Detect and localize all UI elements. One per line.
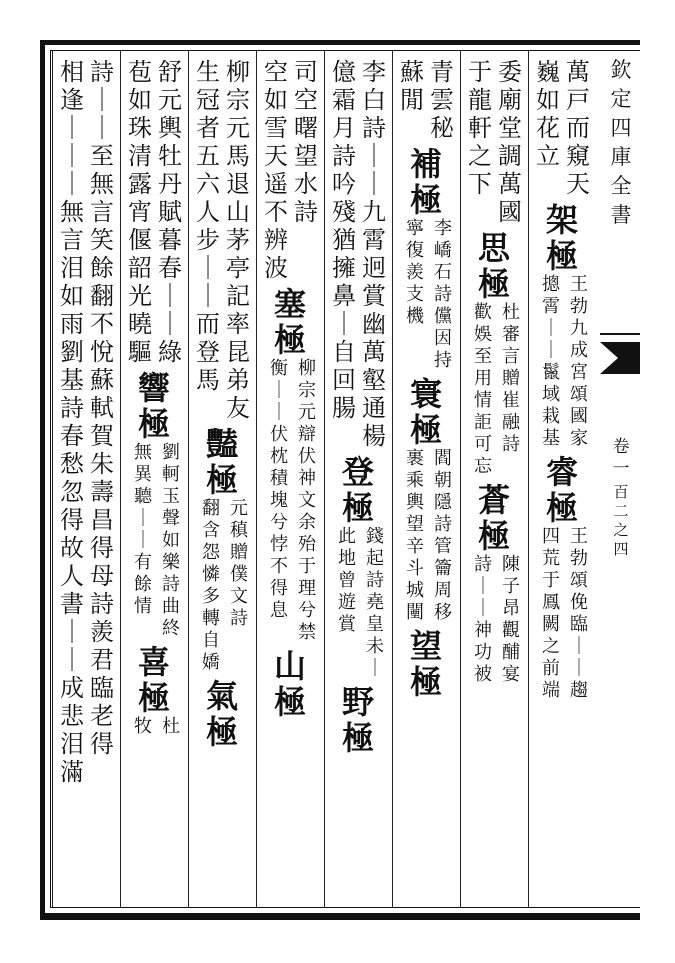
entry-heading: 蒼極 <box>477 481 510 555</box>
text-line <box>392 58 460 903</box>
book-title: 欽定四庫全書 <box>610 58 632 227</box>
line-text-right: 司空曙望水詩 <box>294 58 318 226</box>
line-text-right: 李白詩｜｜九霄迥賞幽萬壑通楊 <box>362 58 386 450</box>
line-text-right: 舒元輿牡丹賦暮春｜｜綠 <box>158 58 182 366</box>
note-text-right: 王勃九成宮頌國家 <box>570 274 588 449</box>
text-line <box>120 58 188 903</box>
entry-heading: 補極 <box>409 145 442 219</box>
line-text-left: 蘇閒 <box>400 58 424 114</box>
column-rule <box>52 51 53 907</box>
entry-heading: 登極 <box>341 453 374 527</box>
note-text-left: 寧復羨支機 <box>406 218 424 327</box>
note-text-right: 王勃頌俛臨｜｜趨 <box>570 526 588 701</box>
line-text-right: 詩｜｜至無言笑餘翻不悅蘇軾賀朱壽昌得母詩羨君臨老得 <box>90 58 114 758</box>
note-text-right: 錢起詩堯皇未｜ <box>366 526 384 679</box>
entry-heading: 山極 <box>273 647 306 721</box>
note-text-left: 牧 <box>134 716 152 737</box>
text-line <box>460 58 528 903</box>
line-text-left: 于龍軒之下 <box>468 58 492 198</box>
note-text-right: 元稹贈僕文詩 <box>230 498 248 629</box>
note-text-left: 衡｜｜伏枕積塊兮悖不得息 <box>270 358 288 621</box>
entry-heading: 喜極 <box>137 643 170 717</box>
entry-heading: 氣極 <box>205 677 238 751</box>
line-text-left: 生冠者五六人步｜｜而登馬 <box>196 58 220 394</box>
note-text-left: 摠霄｜｜鬣域栽基 <box>542 274 560 449</box>
text-line <box>528 58 596 903</box>
entry-heading: 野極 <box>341 683 374 757</box>
line-text-left: 相逢｜｜｜無言泪如雨劉基詩春愁忽得故人書｜｜成悲泪滿 <box>60 58 84 786</box>
note-text-left: 無異聽｜｜有餘情 <box>134 442 152 617</box>
note-text-right: 柳宗元辯伏神文余殆于理兮禁 <box>298 358 316 643</box>
entry-heading: 思極 <box>477 229 510 303</box>
entry-heading: 響極 <box>137 369 170 443</box>
note-text-right: 陳子昂觀酺宴 <box>502 554 520 685</box>
margin-column <box>600 48 640 908</box>
line-text-left: 苞如珠清露宵偃韶光曉驅 <box>128 58 152 366</box>
volume-label: 卷一 <box>612 437 630 479</box>
entry-heading: 豔極 <box>205 425 238 499</box>
note-text-left: 此地曾遊賞 <box>338 526 356 635</box>
note-text-left: 歡娛至用情詎可忘 <box>474 302 492 477</box>
note-text-right: 杜審言贈崔融詩 <box>502 302 520 455</box>
page-number: 百二之四 <box>613 483 629 558</box>
line-text-left: 空如雪天遥不辨波 <box>264 58 288 282</box>
note-text-right: 李嶠石詩儻因持 <box>434 218 452 371</box>
bottom-rule <box>40 915 640 920</box>
note-text-left: 翻含怨憐多轉自嬌 <box>202 498 220 673</box>
line-text-right: 柳宗元馬退山茅亭記率昆弟友 <box>226 58 250 422</box>
line-text-left: 億霜月詩吟殘猶擁鼻｜自回腸 <box>332 58 356 422</box>
line-text-right: 萬戸而窺天 <box>566 58 590 198</box>
line-text-right: 青雲秘 <box>430 58 454 142</box>
entry-heading: 望極 <box>409 627 442 701</box>
note-text-right: 閻朝隱詩管籥周移 <box>434 448 452 623</box>
text-line <box>52 58 120 903</box>
margin-divider <box>600 333 640 335</box>
note-text-left: 裹乘輿望辛斗城闉 <box>406 448 424 623</box>
text-line <box>324 58 392 903</box>
note-text-left: 四荒于鳳闕之前端 <box>542 526 560 701</box>
note-text-left: 詩｜｜神功被 <box>474 554 492 685</box>
line-text-right: 委廟堂調萬國 <box>498 58 522 226</box>
entry-heading: 睿極 <box>545 453 578 527</box>
text-line <box>188 58 256 903</box>
note-text-right: 劉軻玉聲如樂詩曲終 <box>162 442 180 639</box>
note-text-right: 杜 <box>162 716 180 737</box>
entry-heading: 架極 <box>545 201 578 275</box>
fishtail-mark-icon <box>600 338 640 378</box>
line-text-left: 巍如花立 <box>536 58 560 170</box>
text-line <box>256 58 324 903</box>
entry-heading: 寰極 <box>409 375 442 449</box>
entry-heading: 塞極 <box>273 285 306 359</box>
